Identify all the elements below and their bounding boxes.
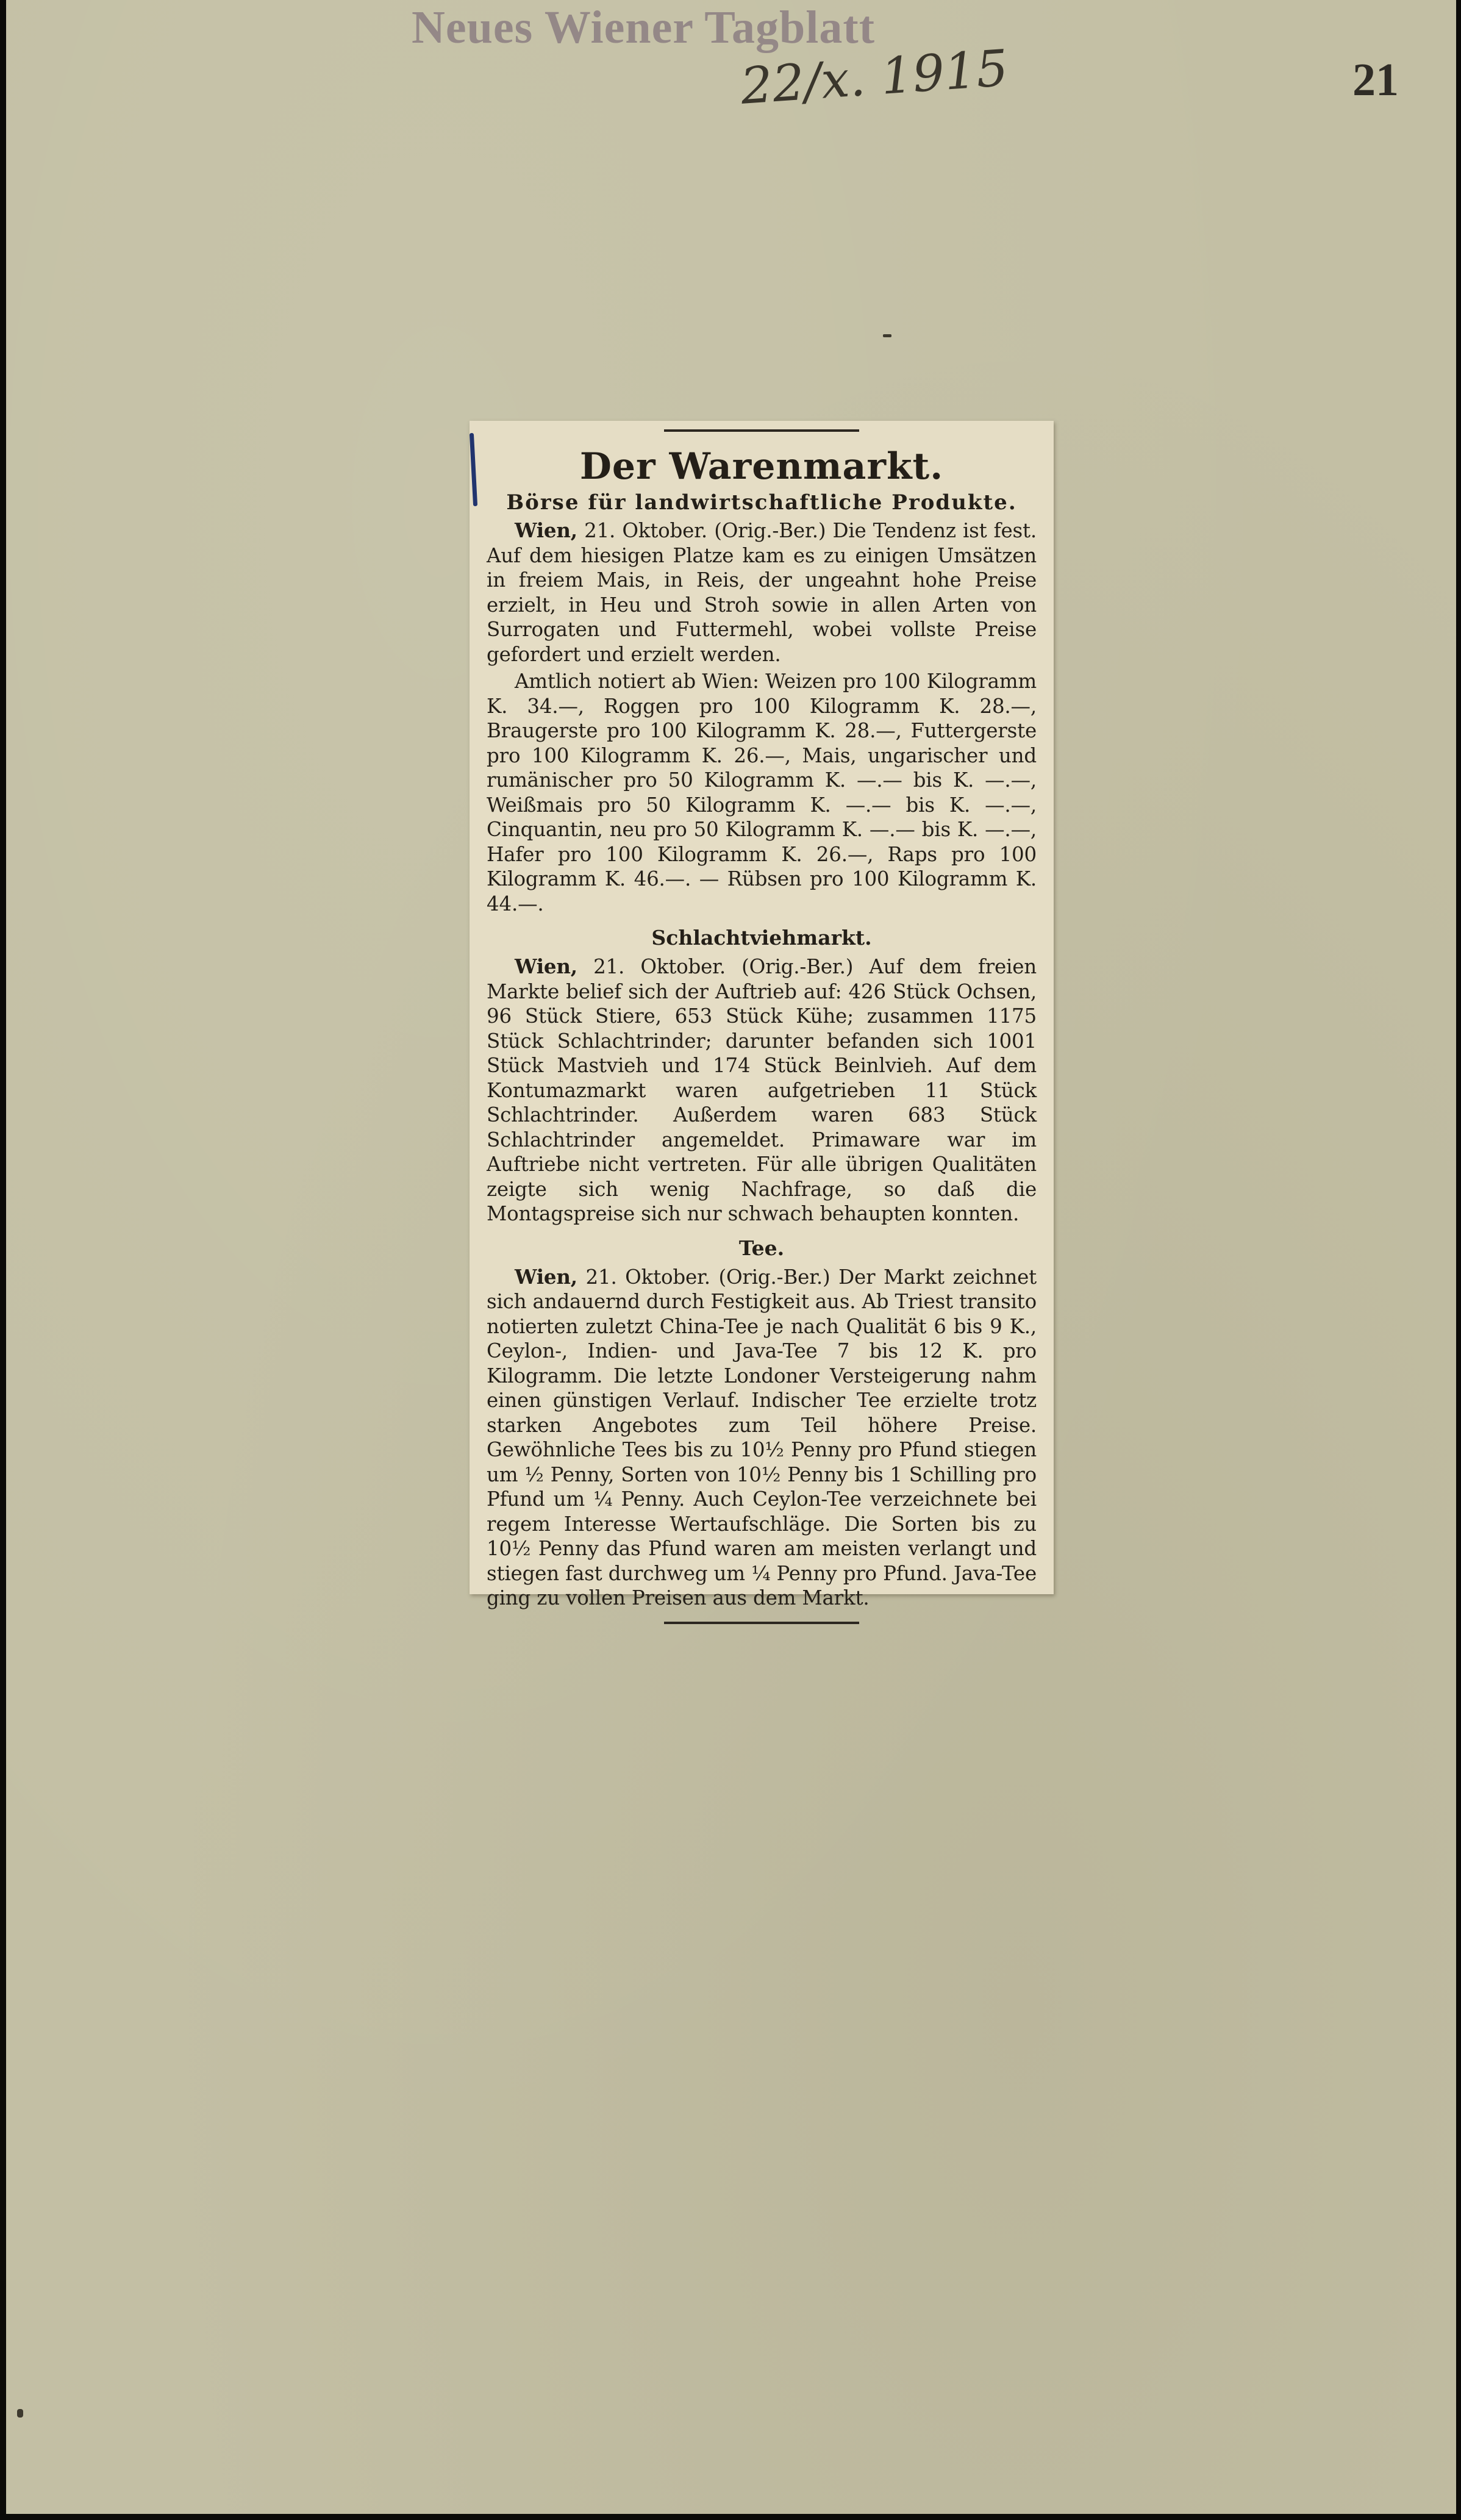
paragraph-text: 21. Oktober. (Orig.-Ber.) Die Tendenz ist fest. Auf dem hiesigen Platze kam es zu einigen Umsätzen in freiem Mais, in Reis, der ungeahnt hohe Preise erzielt, in Heu und Stroh sowie in allen Arten von Surrogaten und Futtermehl, wobei vollste Preise gefordert und erzielt werden. bbox=[487, 519, 1037, 666]
article-title: Der Warenmarkt. bbox=[579, 445, 944, 488]
paragraph bbox=[487, 518, 1037, 667]
ink-dot bbox=[17, 2409, 23, 2418]
page-number: 21 bbox=[1352, 54, 1399, 106]
paragraph bbox=[487, 1265, 1037, 1611]
bottom-rule bbox=[664, 1622, 859, 1624]
paragraph-text: Amtlich notiert ab Wien: Weizen pro 100 Kilogramm K. 34.—, Roggen pro 100 Kilogramm K. 28.—, Braugerste pro 100 Kilogramm K. 28.—, Futtergerste pro 100 Kilogramm K. 26.—, Mais, ungarischer und rumänischer pro 50 Kilogramm K. —.— bis K. —.—, Weißmais pro 50 Kilogramm K. —.— bis K. —.—, Cinquantin, neu pro 50 Kilogramm K. —.— bis K. —.—, Hafer pro 100 Kilogramm K. 26.—, Raps pro 100 Kilogramm K. 46.—. — Rübsen pro 100 Kilogramm K. 44.—. bbox=[487, 670, 1037, 915]
handwritten-date: 22/x. 1915 bbox=[738, 39, 1010, 116]
section-title: Tee. bbox=[738, 1236, 785, 1260]
archive-sheet bbox=[6, 0, 1456, 2514]
paragraph bbox=[487, 954, 1037, 1226]
paragraph bbox=[487, 669, 1037, 916]
section-tee bbox=[487, 1236, 1037, 1611]
paragraph-text: 21. Oktober. (Orig.-Ber.) Auf dem freien Markte belief sich der Auftrieb auf: 426 Stück Ochsen, 96 Stück Stiere, 653 Stück Kühe; zusammen 1175 Stück Schlachtrinder; darunter befanden sich 1001 Stück Mastvieh und 174 Stück Beinlvieh. Auf dem Kontumazmarkt waren aufgetrieben 11 Stück Schlachtrinder. Außerdem waren 683 Stück Schlachtrinder angemeldet. Primaware war im Auftriebe nicht vertreten. Für alle übrigen Qualitäten zeigte sich wenig Nachfrage, so daß die Montagspreise sich nur schwach behaupten konnten. bbox=[487, 955, 1037, 1225]
article-subtitle: Börse für landwirtschaftliche Produkte. bbox=[506, 490, 1017, 515]
blue-pencil-mark bbox=[470, 433, 477, 506]
top-rule bbox=[664, 429, 859, 432]
paragraph-lead: Wien, bbox=[515, 954, 577, 978]
newspaper-stamp: Neues Wiener Tagblatt bbox=[412, 2, 875, 53]
section-produkte bbox=[487, 518, 1037, 916]
paragraph-lead: Wien, bbox=[515, 1264, 577, 1289]
section-schlachtviehmarkt bbox=[487, 926, 1037, 1226]
paragraph-lead: Wien, bbox=[515, 518, 577, 542]
paragraph-text: 21. Oktober. (Orig.-Ber.) Der Markt zeichnet sich andauernd durch Festigkeit aus. Ab Triest transito notierten zuletzt China-Tee je nach Qualität 6 bis 9 K., Ceylon-, Indien- und Java-Tee 7 bis 12 K. pro Kilogramm. Die letzte Londoner Versteigerung nahm einen günstigen Verlauf. Indischer Tee erzielte trotz starken Angebotes zum Teil höhere Preise. Gewöhnliche Tees bis zu 10½ Penny pro Pfund stiegen um ½ Penny, Sorten von 10½ Penny bis 1 Schilling pro Pfund um ¼ Penny. Auch Ceylon-Tee verzeichnete bei regem Interesse Wertaufschläge. Die Sorten bis zu 10½ Penny das Pfund waren am meisten verlangt und stiegen fast durchweg um ¼ Penny pro Pfund. Java-Tee ging zu vollen Preisen aus dem Markt. bbox=[487, 1265, 1037, 1609]
pencil-mark bbox=[883, 334, 891, 337]
section-title: Schlachtviehmarkt. bbox=[651, 926, 872, 950]
newspaper-clipping bbox=[470, 421, 1054, 1609]
